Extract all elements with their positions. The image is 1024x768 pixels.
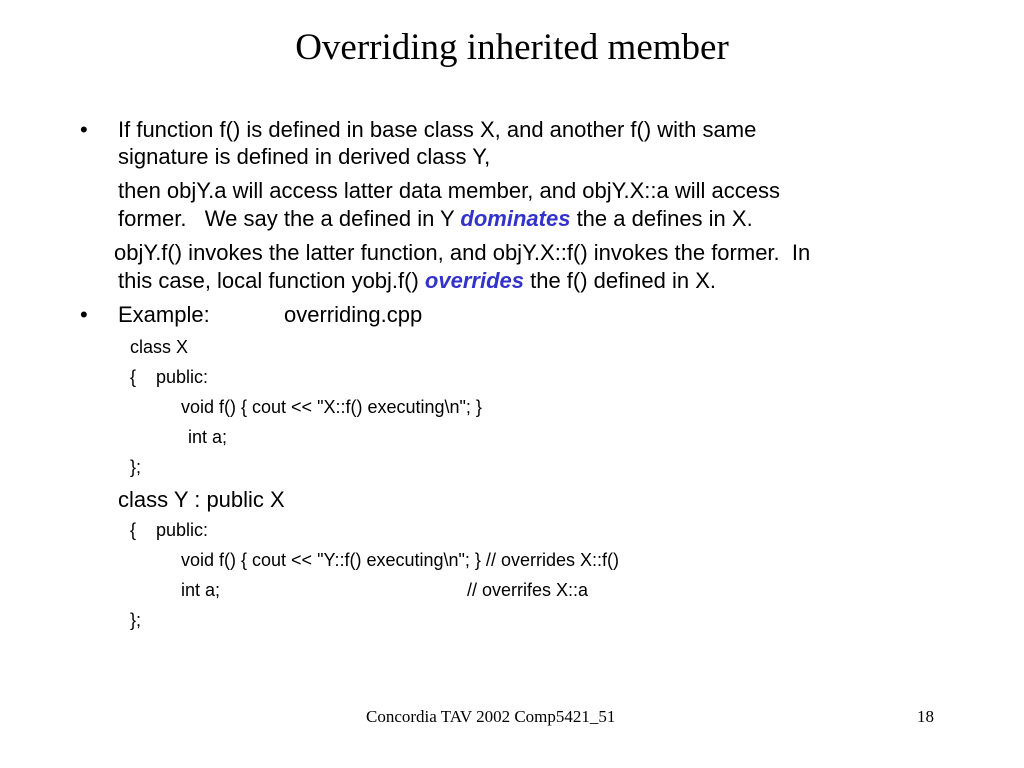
slide-title: Overriding inherited member	[295, 27, 729, 68]
code-line: int a;	[188, 427, 228, 447]
bullet1-line6-tail: the f() defined in X.	[523, 268, 716, 293]
bullet1-line6	[118, 268, 716, 294]
code-line: };	[130, 610, 142, 630]
page-number: 18	[917, 707, 934, 726]
bullet-marker: •	[80, 302, 88, 327]
code-line: class X	[130, 337, 189, 357]
code-line: };	[130, 457, 142, 477]
bullet1-line4-tail: the a defines in X.	[570, 206, 753, 231]
bullet1-line6-text: this case, local function yobj.f()	[118, 268, 425, 293]
code-line: void f() { cout << "Y::f() executing\n"; } // overrides X::f()	[181, 550, 619, 570]
bullet-marker: •	[80, 117, 88, 142]
code-line: void f() { cout << "X::f() executing\n"; }	[181, 397, 482, 417]
example-label: Example:	[118, 302, 210, 327]
bullet1-line2: signature is defined in derived class Y,	[118, 144, 491, 169]
bullet1-line1: If function f() is defined in base class X, and another f() with same	[118, 117, 757, 142]
dominates-emphasis: dominates	[460, 206, 571, 231]
overrides-emphasis: overrides	[424, 268, 524, 293]
bullet1-line3: then objY.a will access latter data member, and objY.X::a will access	[118, 178, 780, 203]
bullet1-line5: objY.f() invokes the latter function, and objY.X::f() invokes the former. In	[114, 240, 811, 265]
code-line: { public:	[130, 520, 209, 540]
footer-text: Concordia TAV 2002 Comp5421_51	[366, 707, 616, 726]
example-filename: overriding.cpp	[284, 302, 423, 327]
code-line: { public:	[130, 367, 209, 387]
bullet1-line4	[118, 206, 753, 232]
code-comment: // overrifes X::a	[467, 580, 589, 600]
code-line: int a;	[181, 580, 221, 600]
code-line: class Y : public X	[118, 487, 285, 512]
bullet1-line4-text: former. We say the a defined in Y	[118, 206, 461, 231]
